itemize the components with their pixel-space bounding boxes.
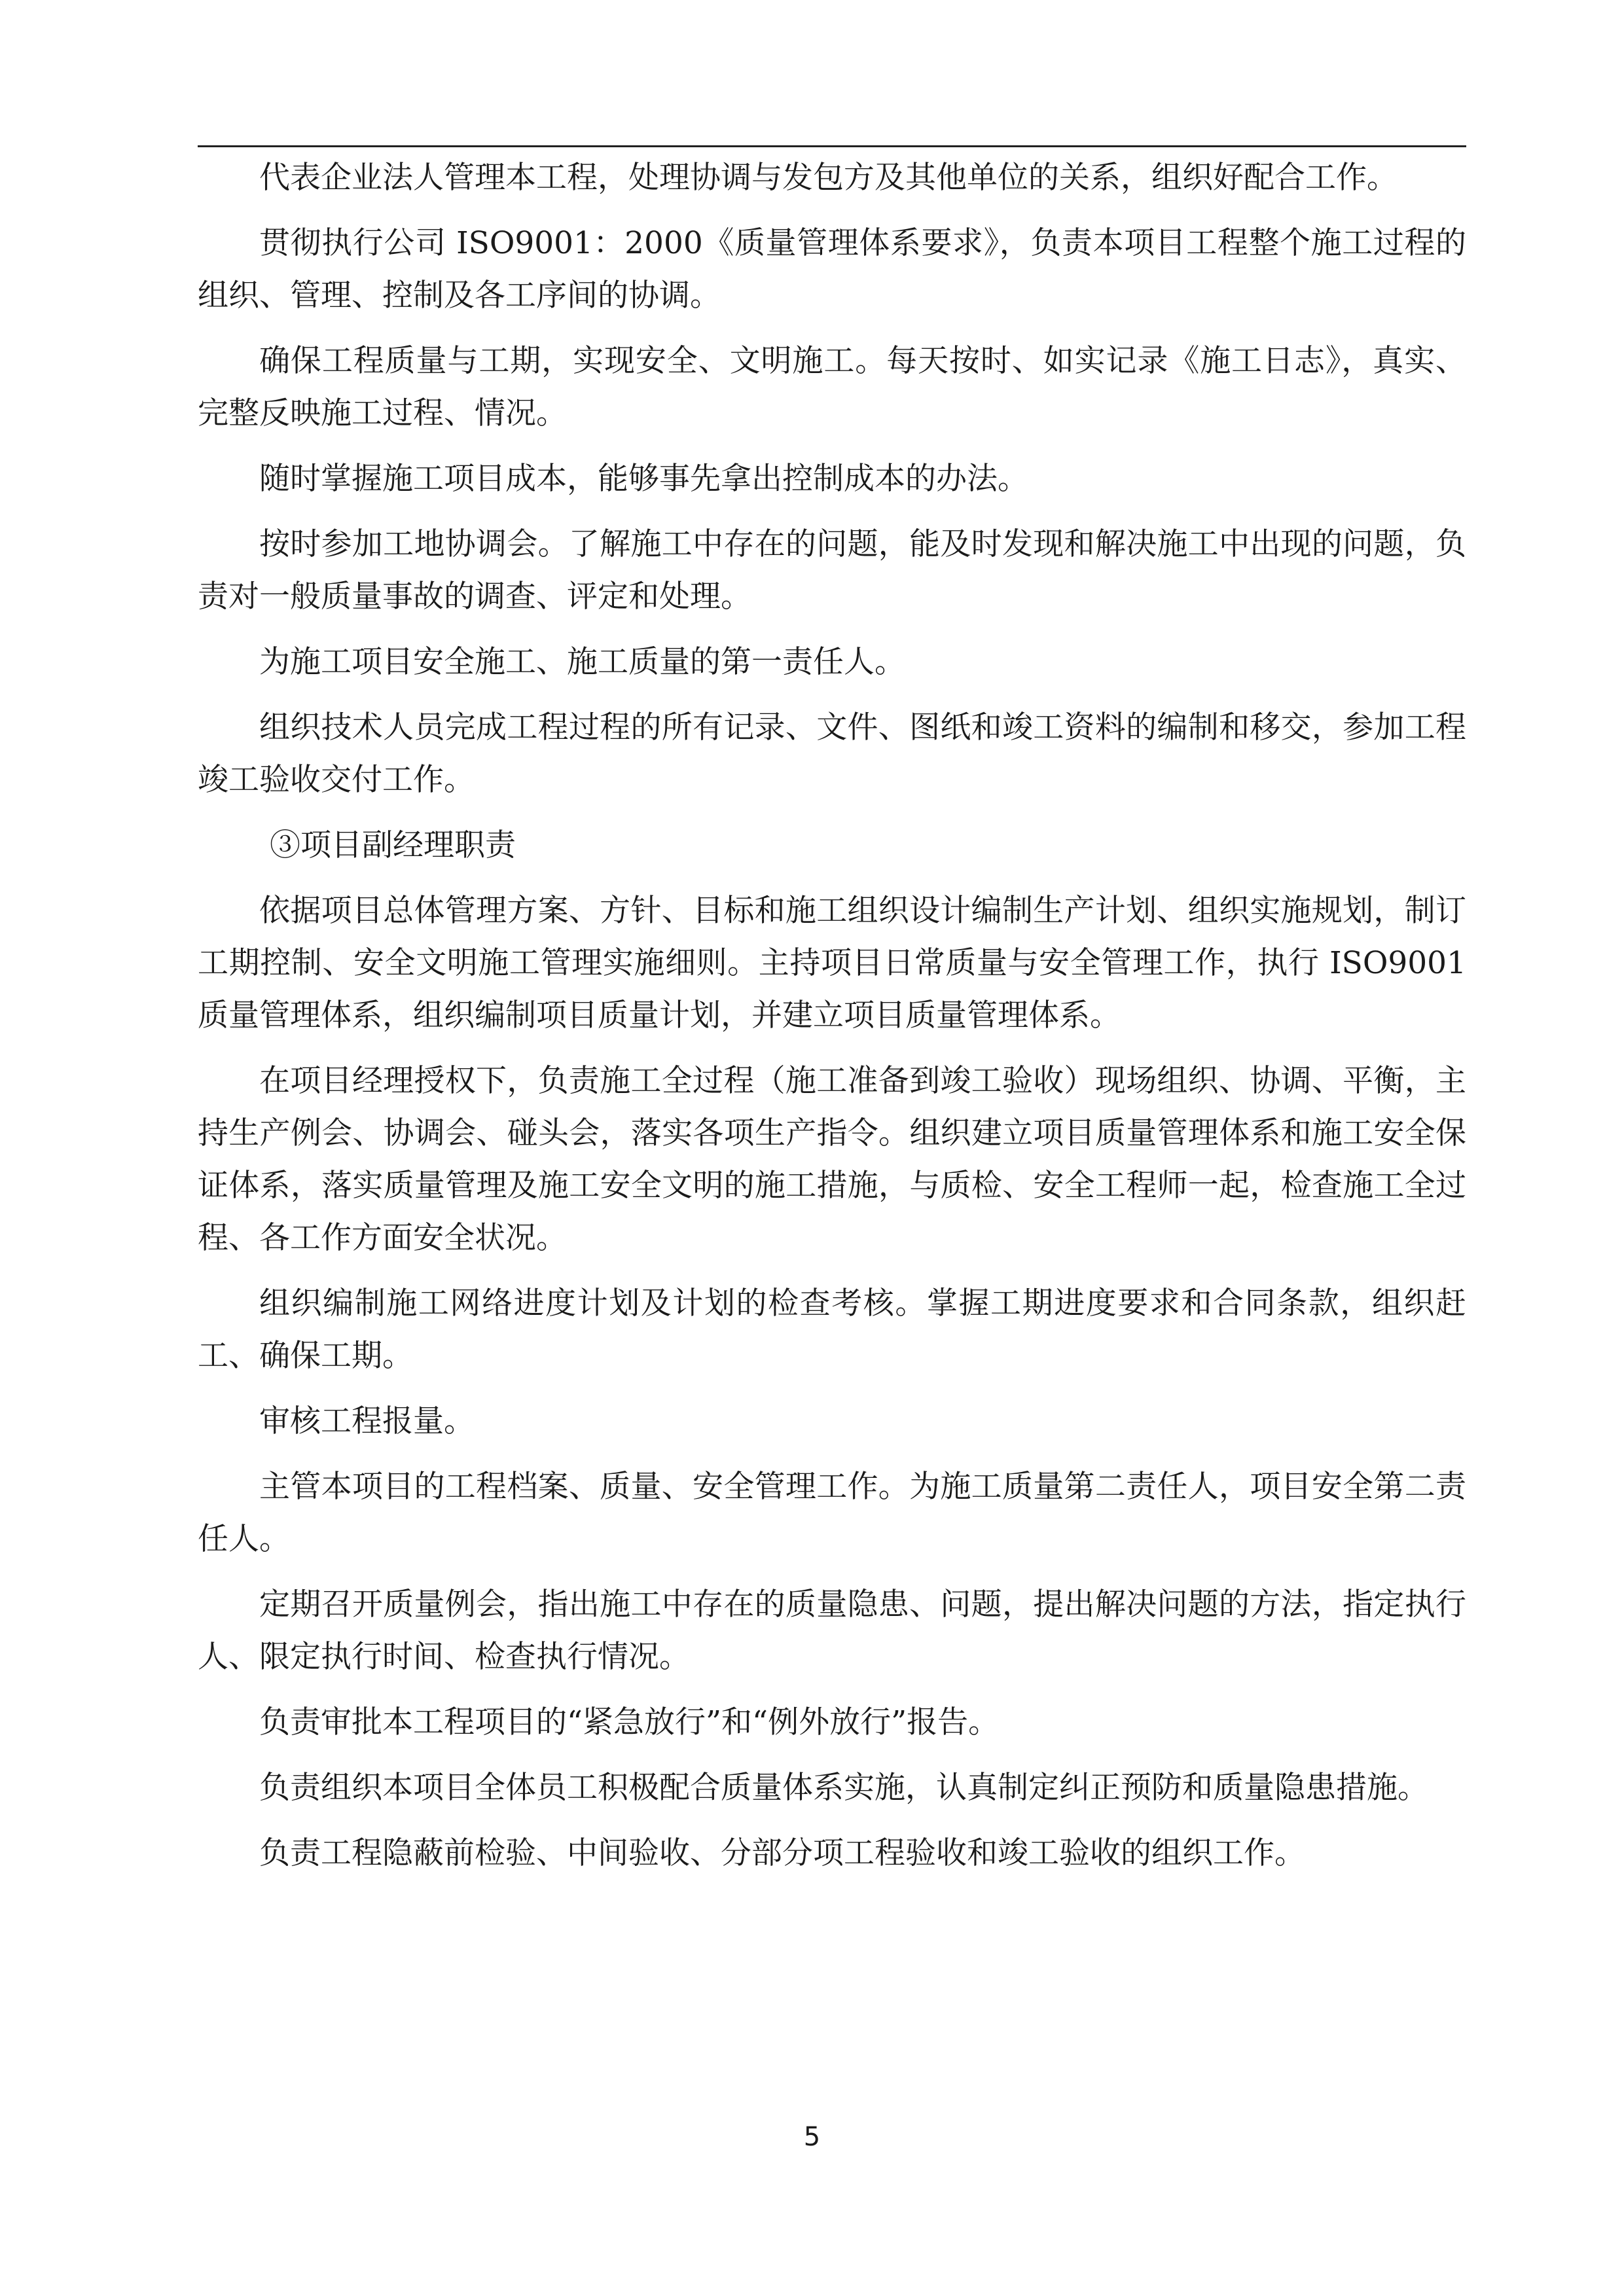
paragraph: 组织编制施工网络进度计划及计划的检查考核。掌握工期进度要求和合同条款，组织赶工、确保工期。 [198, 1285, 1466, 1374]
page-number: 5 [803, 2122, 821, 2152]
paragraph: 在项目经理授权下，负责施工全过程（施工准备到竣工验收）现场组织、协调、平衡，主持生产例会、协调会、碰头会，落实各项生产指令。组织建立项目质量管理体系和施工安全保证体系，落实质量管理及施工安全文明的施工措施，与质检、安全工程师一起，检查施工全过程、各工作方面安全状况。 [198, 1063, 1466, 1256]
paragraph: 审核工程报量。 [259, 1403, 475, 1439]
paragraph: 负责工程隐蔽前检验、中间验收、分部分项工程验收和竣工验收的组织工作。 [259, 1835, 1305, 1871]
header-rule [198, 145, 1466, 147]
paragraph: 随时掌握施工项目成本，能够事先拿出控制成本的办法。 [259, 461, 1028, 497]
section-heading: ③项目副经理职责 [270, 827, 516, 863]
paragraph: 按时参加工地协调会。了解施工中存在的问题，能及时发现和解决施工中出现的问题，负责对一般质量事故的调查、评定和处理。 [198, 526, 1466, 615]
paragraph: 定期召开质量例会，指出施工中存在的质量隐患、问题，提出解决问题的方法，指定执行人、限定执行时间、检查执行情况。 [198, 1587, 1466, 1675]
paragraph: 负责审批本工程项目的“紧急放行”和“例外放行”报告。 [259, 1704, 1000, 1740]
document-body [198, 152, 1466, 1893]
paragraph: 主管本项目的工程档案、质量、安全管理工作。为施工质量第二责任人，项目安全第二责任人。 [198, 1469, 1466, 1557]
paragraph: 组织技术人员完成工程过程的所有记录、文件、图纸和竣工资料的编制和移交，参加工程竣工验收交付工作。 [198, 709, 1466, 798]
paragraph: 依据项目总体管理方案、方针、目标和施工组织设计编制生产计划、组织实施规划，制订工期控制、安全文明施工管理实施细则。主持项目日常质量与安全管理工作，执行 ISO9001 质量管理体系，组织编制项目质量计划，并建立项目质量管理体系。 [198, 893, 1466, 1033]
paragraph: 为施工项目安全施工、施工质量的第一责任人。 [259, 644, 905, 680]
paragraph: 负责组织本项目全体员工积极配合质量体系实施，认真制定纠正预防和质量隐患措施。 [259, 1770, 1428, 1806]
paragraph: 贯彻执行公司 ISO9001：2000《质量管理体系要求》，负责本项目工程整个施工过程的组织、管理、控制及各工序间的协调。 [198, 225, 1466, 314]
paragraph: 确保工程质量与工期，实现安全、文明施工。每天按时、如实记录《施工日志》，真实、完整反映施工过程、情况。 [198, 343, 1466, 431]
paragraph: 代表企业法人管理本工程，处理协调与发包方及其他单位的关系，组织好配合工作。 [259, 160, 1398, 196]
